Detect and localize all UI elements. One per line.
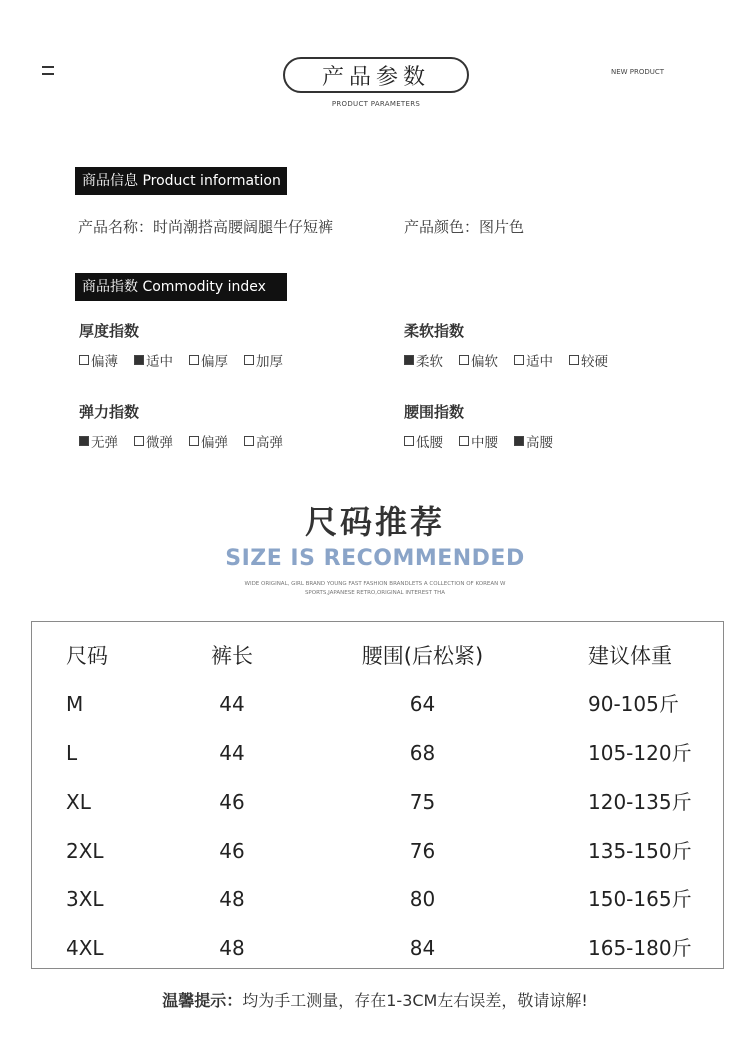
tip-text: 均为手工测量，存在1-3CM左右误差，敬请谅解! bbox=[242, 991, 588, 1010]
index-option bbox=[569, 350, 608, 370]
page-subtitle: PRODUCT PARAMETERS bbox=[331, 100, 421, 108]
index-group bbox=[79, 401, 379, 451]
table-cell: 46 bbox=[219, 790, 245, 814]
tip-label: 温馨提示： bbox=[162, 991, 243, 1010]
index-option-label: 柔软 bbox=[416, 354, 443, 370]
product-color: 产品颜色：图片色 bbox=[404, 218, 525, 236]
unchecked-box-icon bbox=[134, 436, 144, 446]
tip bbox=[0, 988, 750, 1011]
index-group bbox=[404, 320, 704, 370]
unchecked-box-icon bbox=[189, 355, 199, 365]
unchecked-box-icon bbox=[244, 436, 254, 446]
index-option-label: 偏薄 bbox=[91, 354, 118, 370]
table-row bbox=[32, 928, 723, 968]
table-cell: 76 bbox=[409, 839, 436, 863]
table-cell: 150-165斤 bbox=[588, 887, 692, 911]
index-option-label: 高腰 bbox=[526, 435, 553, 451]
table-cell: 80 bbox=[409, 887, 436, 911]
table-cell: 135-150斤 bbox=[588, 839, 692, 863]
index-option bbox=[134, 350, 173, 370]
table-cell: 90-105斤 bbox=[588, 692, 679, 716]
table-cell: 4XL bbox=[66, 936, 104, 960]
unchecked-box-icon bbox=[189, 436, 199, 446]
index-option bbox=[459, 431, 498, 451]
size-fine-print bbox=[240, 580, 510, 598]
index-options bbox=[79, 350, 379, 370]
index-option bbox=[244, 350, 283, 370]
size-table bbox=[31, 621, 724, 969]
index-option-label: 高弹 bbox=[256, 435, 283, 451]
table-row bbox=[32, 684, 723, 724]
index-option-label: 偏厚 bbox=[201, 354, 228, 370]
index-option bbox=[79, 431, 118, 451]
index-option-label: 较硬 bbox=[581, 354, 608, 370]
index-title: 腰围指数 bbox=[404, 403, 465, 421]
table-cell: M bbox=[66, 692, 84, 716]
index-option-label: 加厚 bbox=[256, 354, 283, 370]
index-title: 弹力指数 bbox=[79, 403, 140, 421]
table-row bbox=[32, 831, 723, 871]
fine-print-line: SPORTS,JAPANESE RETRO,ORIGINAL INTEREST THA bbox=[304, 590, 446, 596]
index-option bbox=[514, 431, 553, 451]
table-header-cell: 尺码 bbox=[66, 644, 108, 668]
index-option bbox=[189, 350, 228, 370]
index-option bbox=[404, 431, 443, 451]
table-cell: 48 bbox=[219, 887, 245, 911]
index-title: 厚度指数 bbox=[79, 322, 140, 340]
table-header-cell: 腰围(后松紧) bbox=[361, 644, 484, 668]
index-option bbox=[79, 350, 118, 370]
index-option-label: 微弹 bbox=[146, 435, 173, 451]
table-cell: 64 bbox=[409, 692, 436, 716]
unchecked-box-icon bbox=[244, 355, 254, 365]
index-option bbox=[189, 431, 228, 451]
index-option bbox=[459, 350, 498, 370]
size-title-cn: 尺码推荐 bbox=[304, 503, 445, 541]
unchecked-box-icon bbox=[459, 355, 469, 365]
table-row bbox=[32, 879, 723, 919]
fine-print-line: WIDE ORIGINAL, GIRL BRAND YOUNG FAST FASHION BRANDLETS A COLLECTION OF KOREAN W bbox=[244, 581, 506, 587]
index-title: 柔软指数 bbox=[404, 322, 465, 340]
menu-icon[interactable] bbox=[42, 66, 54, 76]
table-cell: 2XL bbox=[66, 839, 104, 863]
table-header-row bbox=[32, 636, 723, 676]
unchecked-box-icon bbox=[79, 355, 89, 365]
table-cell: 68 bbox=[409, 741, 436, 765]
product-name: 产品名称：时尚潮搭高腰阔腿牛仔短裤 bbox=[78, 218, 334, 236]
table-cell: 120-135斤 bbox=[588, 790, 692, 814]
index-group bbox=[404, 401, 704, 451]
table-cell: 105-120斤 bbox=[588, 741, 692, 765]
page-title: 产品参数 bbox=[283, 57, 469, 93]
index-option bbox=[514, 350, 553, 370]
index-option bbox=[244, 431, 283, 451]
index-option bbox=[404, 350, 443, 370]
table-cell: 75 bbox=[409, 790, 436, 814]
checked-box-icon bbox=[79, 436, 89, 446]
checked-box-icon bbox=[514, 436, 524, 446]
index-option-label: 适中 bbox=[146, 354, 173, 370]
index-options bbox=[79, 431, 379, 451]
checked-box-icon bbox=[134, 355, 144, 365]
size-title-en: SIZE IS RECOMMENDED bbox=[225, 546, 525, 571]
table-cell: XL bbox=[66, 790, 91, 814]
table-cell: 165-180斤 bbox=[588, 936, 692, 960]
table-header-cell: 裤长 bbox=[211, 644, 253, 668]
new-product-label: NEW PRODUCT bbox=[611, 68, 665, 76]
table-header-cell: 建议体重 bbox=[588, 644, 672, 668]
index-option-label: 适中 bbox=[526, 354, 553, 370]
index-option-label: 偏软 bbox=[471, 354, 498, 370]
index-option-label: 中腰 bbox=[471, 435, 498, 451]
table-cell: 44 bbox=[219, 741, 245, 765]
index-option-label: 低腰 bbox=[416, 435, 443, 451]
table-cell: L bbox=[66, 741, 78, 765]
table-cell: 84 bbox=[409, 936, 436, 960]
product-info-tag: 商品信息 Product information bbox=[75, 167, 287, 195]
unchecked-box-icon bbox=[569, 355, 579, 365]
unchecked-box-icon bbox=[404, 436, 414, 446]
table-cell: 48 bbox=[219, 936, 245, 960]
index-option-label: 无弹 bbox=[91, 435, 118, 451]
index-group bbox=[79, 320, 379, 370]
checked-box-icon bbox=[404, 355, 414, 365]
index-option bbox=[134, 431, 173, 451]
table-cell: 46 bbox=[219, 839, 245, 863]
table-row bbox=[32, 782, 723, 822]
unchecked-box-icon bbox=[459, 436, 469, 446]
table-cell: 3XL bbox=[66, 887, 104, 911]
index-options bbox=[404, 431, 704, 451]
table-row bbox=[32, 733, 723, 773]
index-options bbox=[404, 350, 704, 370]
table-cell: 44 bbox=[219, 692, 245, 716]
commodity-index-tag: 商品指数 Commodity index bbox=[75, 273, 287, 301]
index-option-label: 偏弹 bbox=[201, 435, 228, 451]
unchecked-box-icon bbox=[514, 355, 524, 365]
